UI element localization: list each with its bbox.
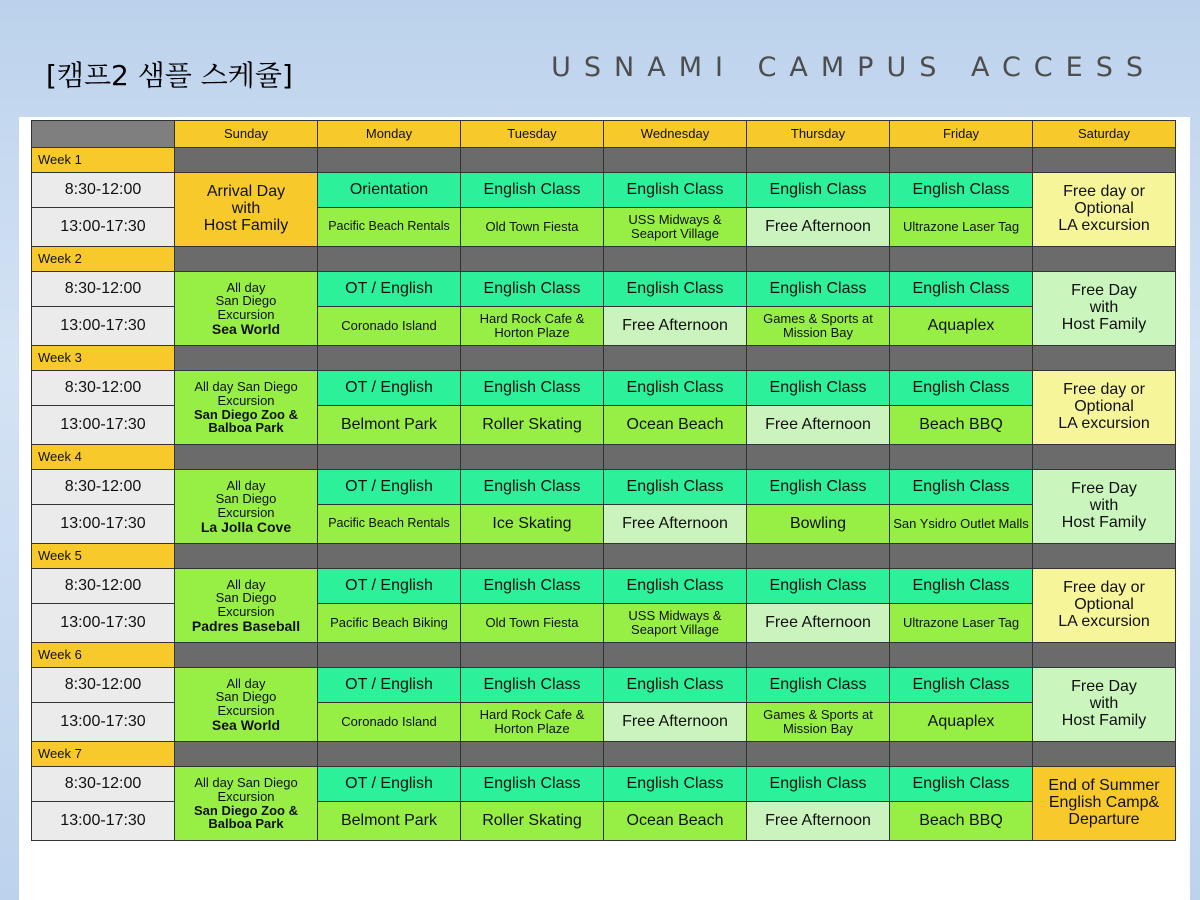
am-activity: English Class bbox=[747, 668, 890, 703]
am-row bbox=[32, 470, 1176, 505]
am-row bbox=[32, 173, 1176, 208]
week-bar-cell bbox=[318, 148, 461, 173]
saturday-line: LA excursion bbox=[1058, 612, 1150, 630]
saturday-line: Optional bbox=[1074, 398, 1134, 416]
pm-activity: Ocean Beach bbox=[604, 802, 747, 841]
time-slot-cell: 8:30-12:00 bbox=[32, 173, 175, 208]
pm-activity: Roller Skating bbox=[461, 406, 604, 445]
pm-activity: Beach BBQ bbox=[890, 802, 1033, 841]
pm-activity: USS Midways & Seaport Village bbox=[604, 604, 747, 643]
saturday-activity bbox=[1033, 173, 1176, 247]
week-bar-cell bbox=[318, 643, 461, 668]
week-bar-cell bbox=[461, 346, 604, 371]
week-bar-cell bbox=[890, 346, 1033, 371]
sunday-highlight: San Diego Zoo & Balboa Park bbox=[194, 802, 298, 832]
pm-activity: Games & Sports at Mission Bay bbox=[747, 703, 890, 742]
sunday-highlight: Sea World bbox=[211, 716, 281, 733]
week-bar-cell bbox=[604, 643, 747, 668]
week-bar-cell bbox=[1033, 544, 1176, 569]
week-label: Week 1 bbox=[32, 148, 175, 173]
sunday-activity bbox=[175, 371, 318, 445]
week-row bbox=[32, 346, 1176, 371]
time-slot-cell: 13:00-17:30 bbox=[32, 802, 175, 841]
saturday-activity bbox=[1033, 470, 1176, 544]
time-slot-cell: 13:00-17:30 bbox=[32, 208, 175, 247]
saturday-line: with bbox=[1089, 299, 1119, 317]
am-activity: English Class bbox=[461, 767, 604, 802]
week-bar-cell bbox=[890, 148, 1033, 173]
pm-activity: Bowling bbox=[747, 505, 890, 544]
corner-cell bbox=[32, 121, 175, 148]
pm-activity: Hard Rock Cafe & Horton Plaze bbox=[461, 703, 604, 742]
am-activity: English Class bbox=[461, 569, 604, 604]
am-activity: English Class bbox=[604, 668, 747, 703]
saturday-line: Optional bbox=[1074, 200, 1134, 218]
week-bar-cell bbox=[604, 346, 747, 371]
saturday-line: Optional bbox=[1074, 596, 1134, 614]
week-bar-cell bbox=[175, 346, 318, 371]
saturday-line: Free day or bbox=[1063, 183, 1145, 201]
pm-activity: Free Afternoon bbox=[747, 406, 890, 445]
am-activity: English Class bbox=[890, 272, 1033, 307]
saturday-line: LA excursion bbox=[1058, 216, 1150, 234]
saturday-line: Host Family bbox=[1061, 315, 1147, 333]
week-row bbox=[32, 643, 1176, 668]
day-header: Sunday bbox=[175, 121, 318, 148]
week-bar-cell bbox=[461, 247, 604, 272]
week-bar-cell bbox=[318, 445, 461, 470]
time-slot-cell: 13:00-17:30 bbox=[32, 703, 175, 742]
week-bar-cell bbox=[604, 445, 747, 470]
am-row bbox=[32, 767, 1176, 802]
pm-activity: Hard Rock Cafe & Horton Plaze bbox=[461, 307, 604, 346]
am-row bbox=[32, 371, 1176, 406]
pm-activity: Belmont Park bbox=[318, 802, 461, 841]
week-bar-cell bbox=[747, 544, 890, 569]
time-slot-cell: 13:00-17:30 bbox=[32, 307, 175, 346]
saturday-line: Departure bbox=[1068, 810, 1140, 828]
week-bar-cell bbox=[461, 148, 604, 173]
pm-activity: Aquaplex bbox=[890, 703, 1033, 742]
saturday-activity bbox=[1033, 272, 1176, 346]
week-bar-cell bbox=[890, 742, 1033, 767]
pm-activity: Ice Skating bbox=[461, 505, 604, 544]
sunday-line: Excursion bbox=[217, 788, 275, 804]
saturday-activity bbox=[1033, 767, 1176, 841]
am-activity: English Class bbox=[747, 470, 890, 505]
day-header: Thursday bbox=[747, 121, 890, 148]
saturday-line: Free Day bbox=[1071, 480, 1137, 498]
am-activity: English Class bbox=[890, 767, 1033, 802]
pm-activity: Old Town Fiesta bbox=[461, 604, 604, 643]
week-bar-cell bbox=[747, 445, 890, 470]
week-bar-cell bbox=[318, 544, 461, 569]
am-activity: English Class bbox=[604, 272, 747, 307]
sunday-line: Arrival Day bbox=[206, 183, 286, 201]
week-bar-cell bbox=[890, 445, 1033, 470]
sunday-line: San Diego bbox=[215, 590, 277, 606]
pm-activity: Ultrazone Laser Tag bbox=[890, 208, 1033, 247]
week-bar-cell bbox=[1033, 148, 1176, 173]
pm-activity: Free Afternoon bbox=[747, 802, 890, 841]
brand-title: USNAMI CAMPUS ACCESS bbox=[551, 52, 1156, 83]
week-bar-cell bbox=[604, 544, 747, 569]
week-bar-cell bbox=[461, 445, 604, 470]
day-header: Saturday bbox=[1033, 121, 1176, 148]
week-bar-cell bbox=[604, 148, 747, 173]
pm-activity: Roller Skating bbox=[461, 802, 604, 841]
week-bar-cell bbox=[318, 247, 461, 272]
sunday-line: Excursion bbox=[217, 603, 275, 619]
sunday-activity bbox=[175, 272, 318, 346]
am-activity: English Class bbox=[890, 569, 1033, 604]
week-bar-cell bbox=[604, 742, 747, 767]
week-bar-cell bbox=[318, 346, 461, 371]
am-row bbox=[32, 272, 1176, 307]
saturday-activity bbox=[1033, 569, 1176, 643]
week-bar-cell bbox=[1033, 445, 1176, 470]
week-bar-cell bbox=[747, 346, 890, 371]
day-header: Tuesday bbox=[461, 121, 604, 148]
sunday-line: Excursion bbox=[217, 392, 275, 408]
sunday-line: Host Family bbox=[203, 216, 289, 234]
pm-activity: Free Afternoon bbox=[604, 505, 747, 544]
sunday-activity bbox=[175, 767, 318, 841]
am-activity: English Class bbox=[747, 173, 890, 208]
am-activity: English Class bbox=[604, 569, 747, 604]
day-header-row bbox=[32, 121, 1176, 148]
am-activity: English Class bbox=[461, 272, 604, 307]
pm-activity: Coronado Island bbox=[318, 307, 461, 346]
saturday-line: Host Family bbox=[1061, 513, 1147, 531]
week-label: Week 6 bbox=[32, 643, 175, 668]
pm-activity: Free Afternoon bbox=[604, 307, 747, 346]
saturday-line: with bbox=[1089, 695, 1119, 713]
time-slot-cell: 13:00-17:30 bbox=[32, 406, 175, 445]
sunday-line: with bbox=[231, 200, 261, 218]
sunday-line: All day San Diego bbox=[194, 775, 298, 791]
pm-activity: Pacific Beach Rentals bbox=[318, 505, 461, 544]
page-title: [캠프2 샘플 스케쥴] bbox=[46, 59, 293, 92]
week-bar-cell bbox=[604, 247, 747, 272]
time-slot-cell: 13:00-17:30 bbox=[32, 505, 175, 544]
am-activity: English Class bbox=[604, 470, 747, 505]
sunday-line: Excursion bbox=[217, 306, 275, 322]
am-activity: English Class bbox=[604, 371, 747, 406]
week-bar-cell bbox=[461, 544, 604, 569]
pm-activity: Ultrazone Laser Tag bbox=[890, 604, 1033, 643]
am-activity: English Class bbox=[461, 173, 604, 208]
am-activity: English Class bbox=[747, 371, 890, 406]
am-activity: OT / English bbox=[318, 272, 461, 307]
week-bar-cell bbox=[1033, 742, 1176, 767]
pm-activity: San Ysidro Outlet Malls bbox=[890, 505, 1033, 544]
pm-activity: Free Afternoon bbox=[747, 604, 890, 643]
saturday-line: Host Family bbox=[1061, 711, 1147, 729]
schedule-table bbox=[31, 120, 1176, 841]
week-row bbox=[32, 742, 1176, 767]
week-bar-cell bbox=[318, 742, 461, 767]
saturday-activity bbox=[1033, 668, 1176, 742]
am-activity: OT / English bbox=[318, 371, 461, 406]
sunday-activity bbox=[175, 668, 318, 742]
pm-activity: Old Town Fiesta bbox=[461, 208, 604, 247]
sunday-line: All day bbox=[226, 576, 266, 592]
day-header: Friday bbox=[890, 121, 1033, 148]
am-row bbox=[32, 569, 1176, 604]
saturday-line: Free Day bbox=[1071, 282, 1137, 300]
week-bar-cell bbox=[747, 643, 890, 668]
saturday-line: Free Day bbox=[1071, 678, 1137, 696]
week-bar-cell bbox=[461, 643, 604, 668]
week-label: Week 4 bbox=[32, 445, 175, 470]
am-activity: English Class bbox=[890, 668, 1033, 703]
week-label: Week 5 bbox=[32, 544, 175, 569]
saturday-line: with bbox=[1089, 497, 1119, 515]
week-bar-cell bbox=[747, 742, 890, 767]
pm-activity: Games & Sports at Mission Bay bbox=[747, 307, 890, 346]
week-bar-cell bbox=[175, 544, 318, 569]
sunday-activity bbox=[175, 173, 318, 247]
am-activity: English Class bbox=[890, 470, 1033, 505]
time-slot-cell: 8:30-12:00 bbox=[32, 569, 175, 604]
time-slot-cell: 8:30-12:00 bbox=[32, 371, 175, 406]
time-slot-cell: 8:30-12:00 bbox=[32, 272, 175, 307]
sunday-activity bbox=[175, 569, 318, 643]
pm-activity: Free Afternoon bbox=[604, 703, 747, 742]
time-slot-cell: 13:00-17:30 bbox=[32, 604, 175, 643]
week-bar-cell bbox=[1033, 643, 1176, 668]
time-slot-cell: 8:30-12:00 bbox=[32, 470, 175, 505]
am-activity: English Class bbox=[604, 173, 747, 208]
week-bar-cell bbox=[461, 742, 604, 767]
am-activity: English Class bbox=[461, 470, 604, 505]
week-bar-cell bbox=[747, 247, 890, 272]
pm-activity: Coronado Island bbox=[318, 703, 461, 742]
saturday-line: End of Summer bbox=[1048, 777, 1160, 795]
am-activity: OT / English bbox=[318, 470, 461, 505]
sunday-line: All day bbox=[226, 279, 266, 295]
sunday-line: Excursion bbox=[217, 504, 275, 520]
week-row bbox=[32, 148, 1176, 173]
saturday-activity bbox=[1033, 371, 1176, 445]
week-bar-cell bbox=[1033, 247, 1176, 272]
saturday-line: English Camp& bbox=[1048, 794, 1160, 812]
week-row bbox=[32, 544, 1176, 569]
am-row bbox=[32, 668, 1176, 703]
sunday-line: San Diego bbox=[215, 689, 277, 705]
week-bar-cell bbox=[175, 148, 318, 173]
am-activity: English Class bbox=[747, 272, 890, 307]
time-slot-cell: 8:30-12:00 bbox=[32, 668, 175, 703]
pm-activity: Aquaplex bbox=[890, 307, 1033, 346]
am-activity: OT / English bbox=[318, 569, 461, 604]
am-activity: Orientation bbox=[318, 173, 461, 208]
am-activity: English Class bbox=[747, 767, 890, 802]
week-bar-cell bbox=[1033, 346, 1176, 371]
sunday-line: San Diego bbox=[215, 293, 277, 309]
week-row bbox=[32, 247, 1176, 272]
am-activity: English Class bbox=[890, 371, 1033, 406]
pm-activity: USS Midways & Seaport Village bbox=[604, 208, 747, 247]
day-header: Wednesday bbox=[604, 121, 747, 148]
week-bar-cell bbox=[175, 742, 318, 767]
week-bar-cell bbox=[890, 643, 1033, 668]
sunday-highlight: San Diego Zoo & Balboa Park bbox=[194, 406, 298, 436]
time-slot-cell: 8:30-12:00 bbox=[32, 767, 175, 802]
week-bar-cell bbox=[890, 544, 1033, 569]
week-label: Week 2 bbox=[32, 247, 175, 272]
sunday-highlight: Sea World bbox=[211, 320, 281, 337]
pm-activity: Ocean Beach bbox=[604, 406, 747, 445]
pm-activity: Pacific Beach Biking bbox=[318, 604, 461, 643]
day-header: Monday bbox=[318, 121, 461, 148]
sunday-highlight: La Jolla Cove bbox=[200, 518, 292, 535]
sunday-line: Excursion bbox=[217, 702, 275, 718]
pm-activity: Free Afternoon bbox=[747, 208, 890, 247]
week-bar-cell bbox=[175, 643, 318, 668]
week-bar-cell bbox=[747, 148, 890, 173]
sunday-highlight: Padres Baseball bbox=[191, 617, 301, 634]
am-activity: OT / English bbox=[318, 767, 461, 802]
week-label: Week 3 bbox=[32, 346, 175, 371]
sunday-line: All day San Diego bbox=[194, 379, 298, 395]
am-activity: English Class bbox=[604, 767, 747, 802]
saturday-line: Free day or bbox=[1063, 579, 1145, 597]
sunday-activity bbox=[175, 470, 318, 544]
saturday-line: LA excursion bbox=[1058, 414, 1150, 432]
am-activity: English Class bbox=[890, 173, 1033, 208]
am-activity: English Class bbox=[461, 371, 604, 406]
pm-activity: Belmont Park bbox=[318, 406, 461, 445]
week-label: Week 7 bbox=[32, 742, 175, 767]
week-bar-cell bbox=[890, 247, 1033, 272]
week-bar-cell bbox=[175, 445, 318, 470]
sunday-line: All day bbox=[226, 675, 266, 691]
am-activity: English Class bbox=[747, 569, 890, 604]
pm-activity: Pacific Beach Rentals bbox=[318, 208, 461, 247]
am-activity: English Class bbox=[461, 668, 604, 703]
week-row bbox=[32, 445, 1176, 470]
week-bar-cell bbox=[175, 247, 318, 272]
am-activity: OT / English bbox=[318, 668, 461, 703]
pm-activity: Beach BBQ bbox=[890, 406, 1033, 445]
sunday-line: All day bbox=[226, 477, 266, 493]
sunday-line: San Diego bbox=[215, 491, 277, 507]
saturday-line: Free day or bbox=[1063, 381, 1145, 399]
